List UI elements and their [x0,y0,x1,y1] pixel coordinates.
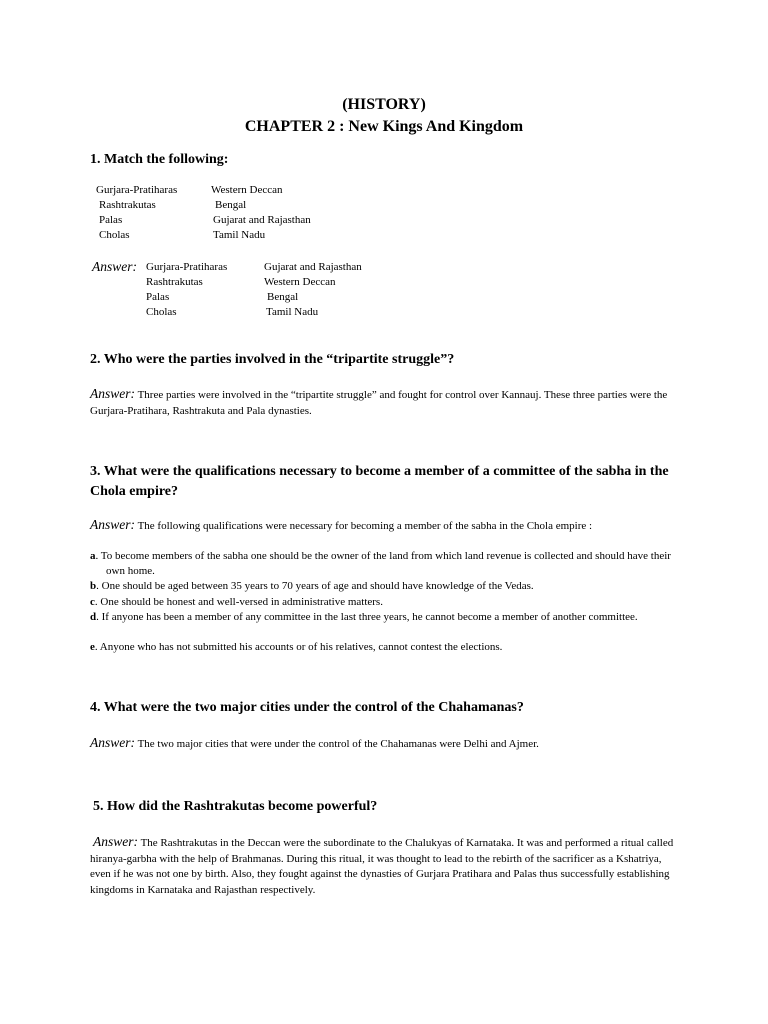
answer-label: Answer: [90,517,135,532]
question-5: 5. How did the Rashtrakutas become powerful? [93,799,378,814]
list-marker: d [90,611,97,623]
answer-4 [90,735,680,753]
match-left-item: Rashtrakutas [99,199,156,211]
match-left-item: Palas [99,214,123,226]
list-marker: b [90,580,97,592]
list-text: . If anyone has been a member of any committee in the last three years, he cannot become a member of another committee. [96,611,638,623]
answer-left-item: Palas [146,291,170,303]
question-4: 4. What were the two major cities under the control of the Chahamanas? [90,700,524,715]
list-marker: e [90,641,95,653]
answer-text: The following qualifications were necessary for becoming a member of the sabha in the Chola empire : [137,520,593,532]
answer-left-item: Cholas [146,306,177,318]
answer-text: Three parties were involved in the “tripartite struggle” and fought for control over Kannauj. These three parties were the Gurjara-Pratihara, Rashtrakuta and Pala dynasties. [90,389,668,417]
subject-heading: (HISTORY) [342,96,426,113]
list-marker: c [90,596,95,608]
answer-label: Answer: [90,386,135,401]
list-marker: a [90,550,96,562]
answer-left-item: Gurjara-Pratiharas [146,261,228,273]
match-right-item: Tamil Nadu [213,229,266,241]
list-item [90,549,680,579]
answer-left-item: Rashtrakutas [146,276,203,288]
answer-right-item: Bengal [267,291,299,303]
match-right-item: Gujarat and Rajasthan [213,214,311,226]
list-text: . One should be honest and well-versed in administrative matters. [94,596,383,608]
answer-text: The Rashtrakutas in the Deccan were the subordinate to the Chalukyas of Karnataka. It was and performed a ritual called hiranya-garbha with the help of Brahmanas. During this ritual, it was thought to lead to the rebirth of the sacrificer as a Kshatriya, even if he was not one by birth. Also, they fought against the dynasties of Gurjara Pratihara and Palas thus successfully establishing kingdoms in Karnataka and Rajasthan respectively. [90,837,674,896]
match-left-item: Gurjara-Pratiharas [96,184,178,196]
list-item [90,595,680,610]
list-text: . One should be aged between 35 years to 70 years of age and should have knowledge of the Vedas. [96,580,534,592]
list-text: . To become members of the sabha one should be the owner of the land from which land revenue is collected and should have their own home. [95,550,671,577]
answer-label: Answer: [92,259,137,274]
answer-3 [90,517,680,535]
question-2: 2. Who were the parties involved in the “tripartite struggle”? [90,352,455,367]
match-left-item: Cholas [99,229,130,241]
answer-2 [90,386,680,419]
list-text: . Anyone who has not submitted his accounts or of his relatives, cannot contest the elections. [94,641,503,653]
match-right-item: Western Deccan [211,184,283,196]
list-item [90,640,680,655]
answer-label: Answer: [93,834,138,849]
answer-right-item: Tamil Nadu [266,306,319,318]
answer-text: The two major cities that were under the control of the Chahamanas were Delhi and Ajmer. [137,738,539,750]
match-right-item: Bengal [215,199,247,211]
chapter-title: CHAPTER 2 : New Kings And Kingdom [244,118,524,135]
answer-5 [90,834,680,898]
question-3: 3. What were the qualifications necessary to become a member of a committee of the sabha in the Chola empire? [90,464,669,499]
answer-label: Answer: [90,735,135,750]
list-item [90,610,680,625]
question-1: 1. Match the following: [90,152,229,167]
answer-right-item: Western Deccan [264,276,336,288]
list-item [90,579,680,594]
answer-right-item: Gujarat and Rajasthan [264,261,362,273]
